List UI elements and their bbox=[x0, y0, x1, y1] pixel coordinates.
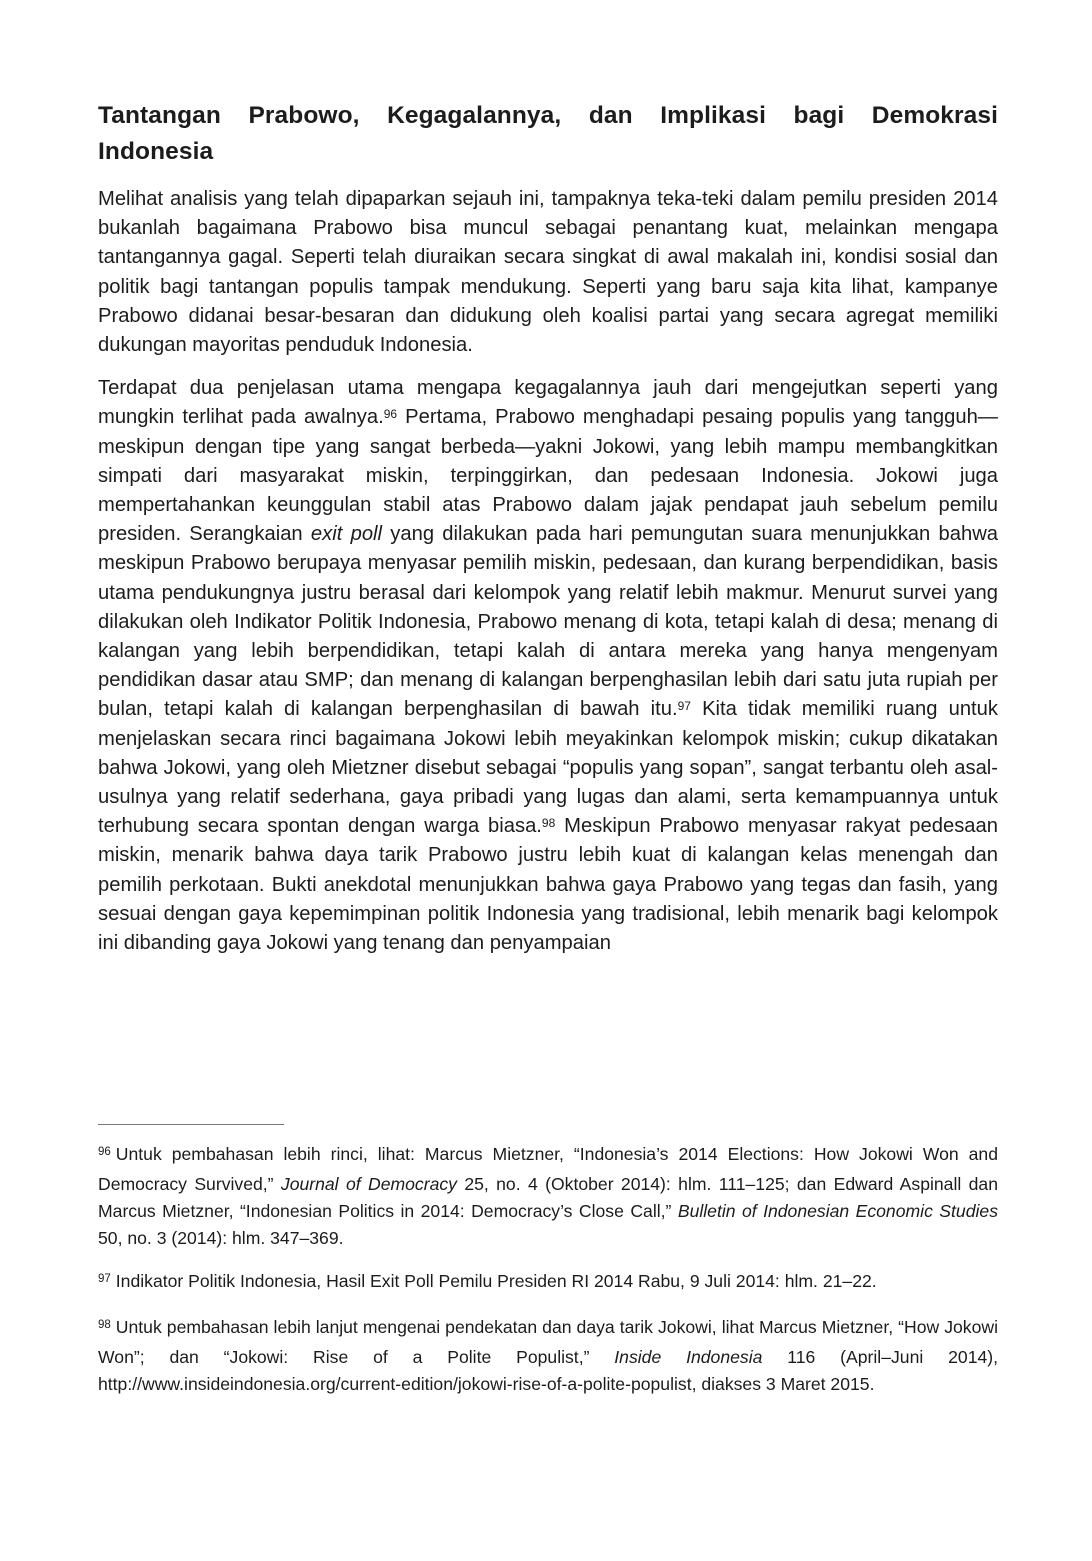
paragraph-2-text: Kita tidak memiliki ruang untuk menjelaskan secara rinci bagaimana Jokowi lebih meyakinkan kelompok miskin; cukup dikatakan bahwa Jokowi, yang oleh Mietzner disebut sebagai “populis yang sopan”, sangat terbantu oleh asal-usulnya yang relatif sederhana, gaya pribadi yang lugas dan alami, serta kemampuannya untuk terhubung secara spontan dengan warga biasa. bbox=[98, 698, 998, 838]
section-heading: Tantangan Prabowo, Kegagalannya, dan Implikasi bagi Demokrasi Indonesia bbox=[98, 102, 998, 165]
paragraph-2 bbox=[98, 374, 998, 958]
footnote-ref-98[interactable]: 98 bbox=[541, 815, 556, 830]
footnote-text: Untuk pembahasan lebih lanjut mengenai pendekatan dan daya tarik Jokowi, lihat Marcus Mietzner, “How Jokowi Won”; dan “Jokowi: Rise of a Polite Populist,” bbox=[98, 1317, 998, 1367]
footnote-text: 25, no. 4 (Oktober 2014): hlm. 111–125; dan Edward Aspinall dan Marcus Mietzner, “Indonesian Politics in 2014: Democracy’s Close Call,” bbox=[98, 1174, 998, 1221]
footnote-text: Indikator Politik Indonesia, Hasil Exit Poll Pemilu Presiden RI 2014 Rabu, 9 Juli 2014: hlm. 21–22. bbox=[115, 1271, 877, 1291]
footnote-number: 97 bbox=[98, 1272, 111, 1285]
footnote-98 bbox=[98, 1314, 998, 1398]
paragraph-1: Melihat analisis yang telah dipaparkan sejauh ini, tampaknya teka-teki dalam pemilu presiden 2014 bukanlah bagaimana Prabowo bisa muncul sebagai penantang kuat, melainkan mengapa tantangannya gagal. Seperti telah diuraikan secara singkat di awal makalah ini, kondisi sosial dan politik bagi tantangan populis tampak mendukung. Seperti yang baru saja kita lihat, kampanye Prabowo didanai besar-besaran dan didukung oleh koalisi partai yang secara agregat memiliki dukungan mayoritas penduduk Indonesia. bbox=[98, 188, 998, 357]
footnote-96 bbox=[98, 1141, 998, 1252]
footnote-number: 96 bbox=[98, 1145, 111, 1158]
footnote-text: Untuk pembahasan lebih rinci, lihat: Marcus Mietzner, “Indonesia’s 2014 Elections: How Jokowi Won and Democracy Survived,” bbox=[98, 1144, 998, 1194]
paragraph-2-text: Pertama, Prabowo menghadapi pesaing populis yang tangguh—meskipun dengan tipe yang sangat berbeda—yakni Jokowi, yang lebih mampu membangkitkan simpati dari masyarakat miskin, terpinggirkan, dan pedesaan Indonesia. Jokowi juga mempertahankan keunggulan stabil atas Prabowo dalam jajak pendapat jauh sebelum pemilu presiden. Serangkaian bbox=[98, 406, 998, 546]
footnotes bbox=[98, 1141, 998, 1414]
footnote-italic: Journal of Democracy bbox=[280, 1174, 457, 1194]
paragraph-2-text: Meskipun Prabowo menyasar rakyat pedesaan miskin, menarik bahwa daya tarik Prabowo justru lebih kuat di kalangan kelas menengah dan pemilih perkotaan. Bukti anekdotal menunjukkan bahwa gaya Prabowo yang tegas dan fasih, yang sesuai dengan gaya kepemimpinan politik Indonesia yang tradisional, lebih menarik bagi kelompok ini dibanding gaya Jokowi yang tenang dan penyampaian bbox=[98, 815, 998, 955]
footnote-97 bbox=[98, 1268, 998, 1298]
footnote-separator bbox=[98, 1124, 284, 1125]
footnote-italic: Bulletin of Indonesian Economic Studies bbox=[677, 1201, 998, 1221]
paragraph-2-text: yang dilakukan pada hari pemungutan suara menunjukkan bahwa meskipun Prabowo berupaya menyasar pemilih miskin, pedesaan, dan kurang berpendidikan, basis utama pendukungnya justru berasal dari kelompok yang relatif lebih makmur. Menurut survei yang dilakukan oleh Indikator Politik Indonesia, Prabowo menang di kota, tetapi kalah di desa; menang di kalangan yang lebih berpendidikan, tetapi kalah di antara mereka yang hanya mengenyam pendidikan dasar atau SMP; dan menang di kalangan berpenghasilan lebih dari satu juta rupiah per bulan, tetapi kalah di kalangan berpenghasilan di bawah itu. bbox=[98, 523, 998, 721]
footnote-italic: Inside Indonesia bbox=[614, 1347, 763, 1367]
footnote-ref-97[interactable]: 97 bbox=[677, 699, 691, 714]
paragraph-2-text: Terdapat dua penjelasan utama mengapa kegagalannya jauh dari mengejutkan seperti yang mungkin terlihat pada awalnya. bbox=[98, 377, 998, 429]
footnote-text: 50, no. 3 (2014): hlm. 347–369. bbox=[98, 1228, 344, 1248]
footnote-number: 98 bbox=[98, 1318, 111, 1331]
page-content bbox=[98, 98, 998, 972]
footnote-text: 116 (April–Juni 2014), http://www.insideindonesia.org/current-edition/jokowi-rise-of-a-polite-populist, diakses 3 Maret 2015. bbox=[98, 1347, 999, 1394]
footnote-ref-96[interactable]: 96 bbox=[383, 407, 398, 422]
paragraph-2-italic: exit poll bbox=[310, 523, 383, 546]
